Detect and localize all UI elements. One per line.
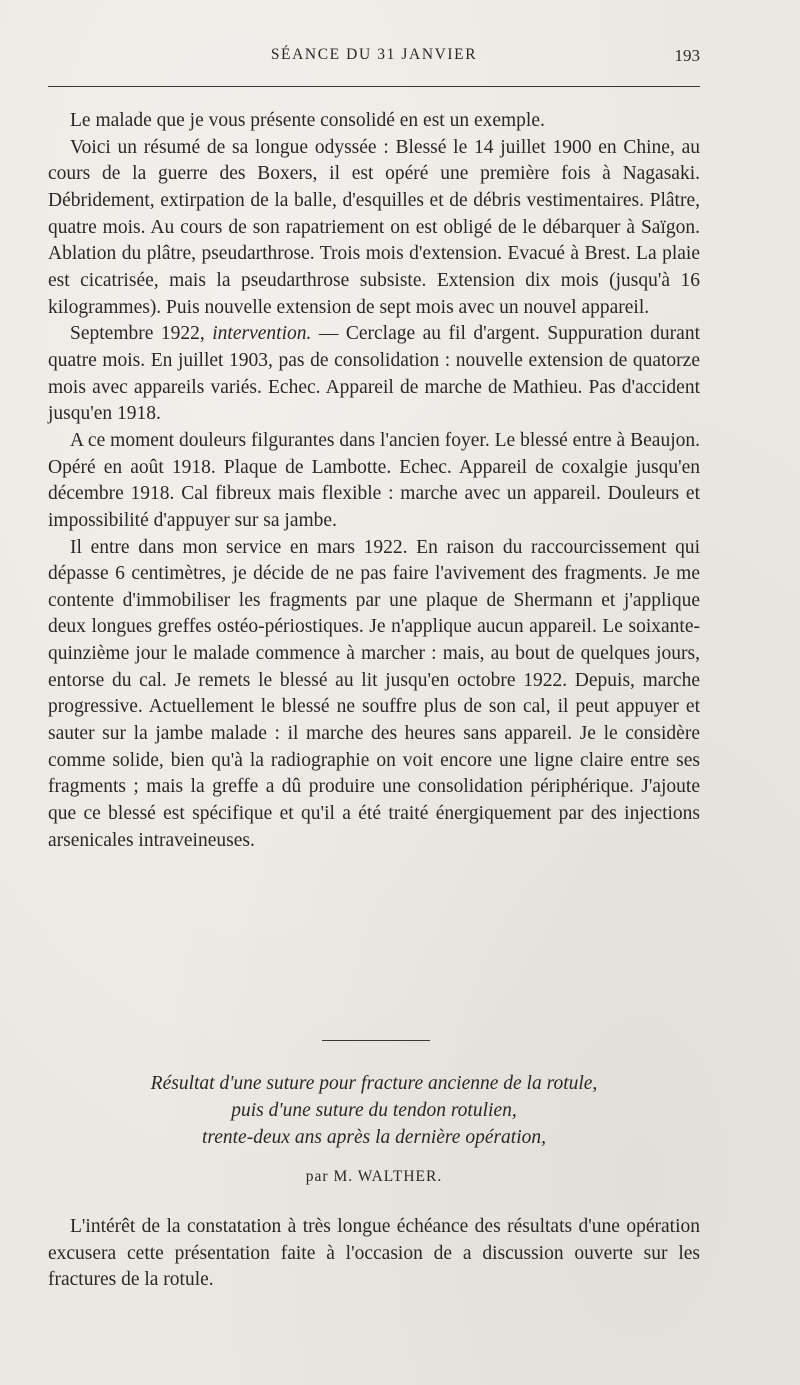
paragraph-closing <box>48 1214 700 1294</box>
article-title-line: puis d'une suture du tendon rotulien, <box>231 1100 517 1121</box>
byline: par M. WALTHER. <box>305 1168 443 1185</box>
running-head <box>48 46 700 74</box>
body-text <box>48 108 700 854</box>
paragraph-text: Il entre dans mon service en mars 1922. En raison du raccourcissement qui dépasse 6 centimètres, je décide de ne pas faire l'avivement des fragments. Je me contente d'immobiliser les fragments par une plaque de Shermann et j'applique deux longues greffes ostéo-périostiques. Je n'applique aucun appareil. Le soixante-quinzième jour le malade commence à marcher : mais, au bout de quelques jours, entorse du cal. Je remets le blessé au lit jusqu'en octobre 1922. Depuis, marche progressive. Actuellement le blessé ne souffre plus de son cal, il peut appuyer et sauter sur la jambe malade : il marche des heures sans appareil. Je le considère comme solide, bien qu'à la radiographie on voit encore une ligne claire entre ses fragments ; mais la greffe a dû produire une consolidation périphérique. J'ajoute que ce blessé est spécifique et qu'il a été traité énergiquement par des injections arsenicales intraveineuses. <box>48 536 700 851</box>
paragraph-text: A ce moment douleurs filgurantes dans l'ancien foyer. Le blessé entre à Beaujon. Opéré en août 1918. Plaque de Lambotte. Echec. Appareil de coxalgie jusqu'en décembre 1918. Cal fibreux mais flexible : marche avec un appareil. Douleurs et impossibilité d'appuyer sur sa jambe. <box>48 429 700 531</box>
paragraph-odyssey <box>48 135 700 322</box>
article-title <box>48 1070 700 1151</box>
paragraph-text: Le malade que je vous présente consolidé en est un exemple. <box>70 110 545 131</box>
paragraph-text: L'intérêt de la constatation à très longue échéance des résultats d'une opération excusera cette présentation faite à l'occasion de a discussion ouverte sur les fractures de la rotule. <box>48 1216 700 1291</box>
running-title: SÉANCE DU 31 JANVIER <box>270 46 478 63</box>
paragraph-beaujon <box>48 428 700 535</box>
article-title-line: trente-deux ans après la dernière opération, <box>201 1127 547 1148</box>
italic-term: intervention. <box>212 323 312 345</box>
paragraph-intervention <box>48 321 700 428</box>
paragraph-text: Septembre 1922, <box>70 323 213 345</box>
paragraph-text: — Cerclage au fil d'argent. Suppuration durant quatre mois. En juillet 1903, pas de consolidation : nouvelle extension de quatorze mois avec appareils variés. Echec. Appareil de marche de Mathieu. Pas d'accident jusqu'en 1918. <box>48 323 701 425</box>
article-title-line: Résultat d'une suture pour fracture ancienne de la rotule, <box>150 1073 598 1094</box>
paragraph-example <box>48 108 700 135</box>
closing-text <box>48 1214 700 1294</box>
paragraph-text: Voici un résumé de sa longue odyssée : Blessé le 14 juillet 1900 en Chine, au cours de la guerre des Boxers, il est opéré une première fois à Nagasaki. Débridement, extirpation de la balle, d'esquilles et de débris vestimentaires. Plâtre, quatre mois. Au cours de son rapatriement on est obligé de le débarquer à Saïgon. Ablation du plâtre, pseudarthrose. Trois mois d'extension. Evacué à Brest. La plaie est cicatrisée, mais la pseudarthrose subsiste. Extension dix mois (jusqu'à 16 kilogrammes). Puis nouvelle extension de sept mois avec un nouvel appareil. <box>48 136 700 318</box>
page-number: 193 <box>674 46 700 65</box>
header-rule <box>48 86 700 87</box>
paragraph-service <box>48 535 700 855</box>
section-divider <box>322 1040 430 1041</box>
